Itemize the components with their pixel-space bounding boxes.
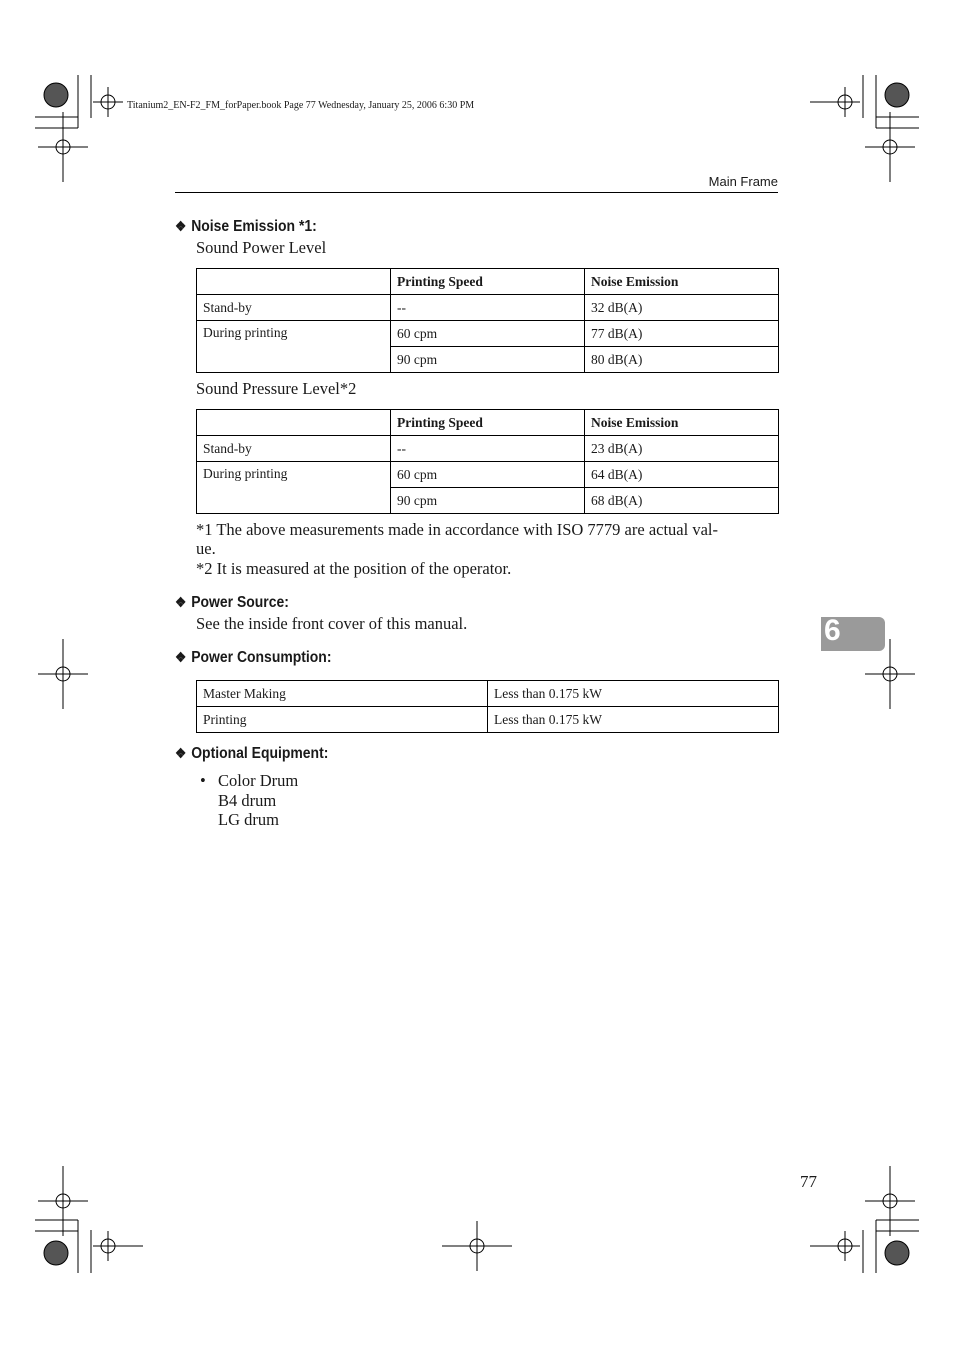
list-subitem: B4 drum [218, 791, 277, 810]
emission-cell: 77 dB(A) [585, 321, 779, 347]
table-header-row [197, 410, 779, 436]
chapter-tab [821, 614, 885, 651]
header-cell: Noise Emission [585, 269, 779, 295]
mode-cell: Stand-by [197, 436, 391, 462]
print-metadata: Titanium2_EN-F2_FM_forPaper.book Page 77 Wednesday, January 25, 2006 6:30 PM [127, 100, 475, 111]
page-number: 77 [800, 1172, 817, 1191]
footnote-1: *1 The above measurements made in accordance with ISO 7779 are actual val- [196, 520, 718, 539]
footnote-2: *2 It is measured at the position of the operator. [196, 559, 512, 578]
heading-text: Power Source: [191, 594, 289, 611]
speed-cell: 60 cpm [391, 462, 585, 488]
running-header: Main Frame [708, 174, 778, 189]
header-cell: Printing Speed [391, 269, 585, 295]
emission-cell: 80 dB(A) [585, 347, 779, 373]
power-consumption-heading [175, 649, 331, 667]
emission-cell: 68 dB(A) [585, 488, 779, 514]
sound-power-table [196, 268, 779, 373]
table-row [197, 436, 779, 462]
header-rule [175, 192, 778, 193]
diamond-bullet-icon: ❖ [175, 745, 187, 761]
table-row [197, 295, 779, 321]
speed-cell: -- [391, 295, 585, 321]
speed-cell: 60 cpm [391, 321, 585, 347]
label-cell: Master Making [197, 681, 488, 707]
value-cell: Less than 0.175 kW [488, 681, 779, 707]
header-cell [197, 269, 391, 295]
table-row [197, 681, 779, 707]
value-cell: Less than 0.175 kW [488, 707, 779, 733]
header-cell: Noise Emission [585, 410, 779, 436]
table-row [197, 462, 779, 488]
list-subitem: LG drum [218, 810, 279, 829]
power-consumption-table [196, 680, 779, 733]
header-cell [197, 410, 391, 436]
optional-equipment-heading [175, 745, 328, 763]
chapter-number: 6 [824, 614, 841, 647]
mode-cell: During printing [197, 321, 391, 373]
heading-text: Power Consumption: [191, 649, 332, 666]
power-source-text: See the inside front cover of this manual. [196, 614, 468, 633]
sound-pressure-label: Sound Pressure Level*2 [196, 379, 357, 398]
list-item: Color Drum [218, 771, 299, 790]
speed-cell: 90 cpm [391, 347, 585, 373]
speed-cell: -- [391, 436, 585, 462]
emission-cell: 32 dB(A) [585, 295, 779, 321]
emission-cell: 23 dB(A) [585, 436, 779, 462]
heading-text: Noise Emission *1: [191, 218, 317, 235]
bullet-icon: • [200, 771, 206, 790]
header-cell: Printing Speed [391, 410, 585, 436]
mode-cell: During printing [197, 462, 391, 514]
diamond-bullet-icon: ❖ [175, 594, 187, 610]
diamond-bullet-icon: ❖ [175, 649, 187, 665]
table-row [197, 321, 779, 347]
diamond-bullet-icon: ❖ [175, 218, 187, 234]
noise-emission-heading [175, 218, 317, 236]
sound-pressure-table [196, 409, 779, 514]
label-cell: Printing [197, 707, 488, 733]
speed-cell: 90 cpm [391, 488, 585, 514]
table-row [197, 707, 779, 733]
emission-cell: 64 dB(A) [585, 462, 779, 488]
footnote-1-continued: ue. [196, 539, 216, 558]
heading-text: Optional Equipment: [191, 745, 329, 762]
sound-power-label: Sound Power Level [196, 238, 327, 257]
power-source-heading [175, 594, 289, 612]
mode-cell: Stand-by [197, 295, 391, 321]
table-header-row [197, 269, 779, 295]
